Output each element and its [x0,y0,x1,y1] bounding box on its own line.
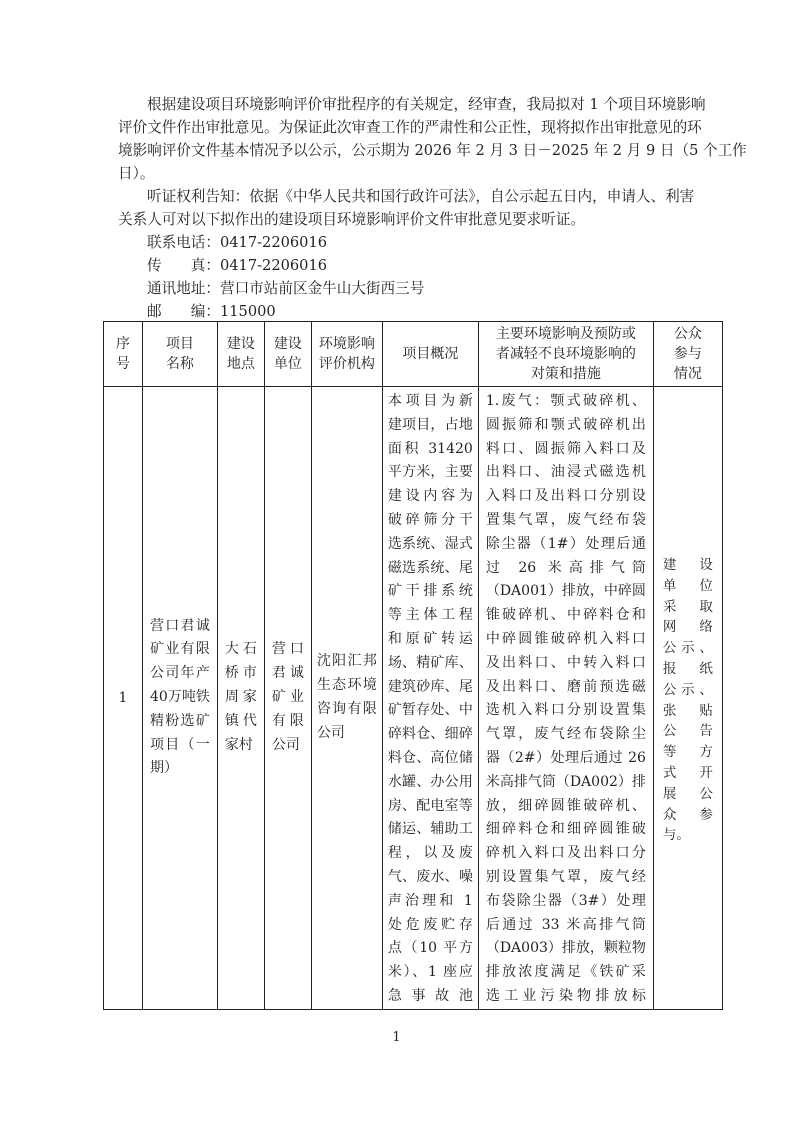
text-line: 圆振筛和颚式破碎机出 [485,416,646,433]
text-line: 矿业 [271,688,304,705]
text-line: 40万吨铁 [150,688,210,705]
text-line: 营口君诚 [150,617,210,634]
header-text: 对策和措施 [530,366,601,382]
table-header-row [104,322,723,387]
cell-assessment-agency [311,387,382,1010]
header-text: 地点 [226,356,255,372]
text-line: 建筑砂库、尾 [387,678,473,695]
text-line: 张贴 [662,702,713,719]
text-line: 传 真：0417-2206016 [147,257,328,274]
header-text: 单位 [273,356,302,372]
text-line: 房、配电室等 [387,797,473,814]
text-line: 君诚 [271,665,304,682]
text-line: 细碎料仓和细碎圆锥破 [485,821,646,838]
cell-project-name [143,387,218,1010]
text-line: 网络 [662,619,713,636]
cell-environmental-measures [478,387,653,1010]
text-line: 等主体工程 [387,607,473,624]
text-line: 精粉选矿 [150,712,210,729]
text-line: 排放浓度满足《铁矿采 [485,964,646,981]
text-line: 与。 [662,827,690,844]
text-line: 矿业有限 [150,641,210,658]
text-line: 报纸 [662,660,713,677]
text-line: 家村 [224,736,253,753]
cell-index: 1 [104,387,143,1010]
text-line: 米）、1 座应 [387,964,473,981]
cell-public-participation [653,387,722,1010]
text-line: 通讯地址：营口市站前区金牛山大街西三号 [147,280,425,297]
text-line: 锥破碎机、中碎料仓和 [485,607,646,624]
text-line: 沈阳汇邦 [316,653,377,670]
text-line: 水罐、办公用 [387,773,473,790]
text-line: 破碎筛分干 [387,511,473,528]
table-row [104,387,723,1010]
text-line: 出料口、油浸式磁选机 [485,464,646,481]
text-line: 式开 [662,764,713,781]
text-line: 项目（一 [150,736,210,753]
text-line: 选系统、湿式 [387,535,473,552]
header-text: 项目 [165,336,194,352]
text-line: 气罩，废气经布袋除尘 [485,726,646,743]
text-line: 桥市 [224,665,257,682]
text-line: 评价文件作出审批意见。为保证此次审查工作的严肃性和公正性，现将拟作出审批意见的环 [118,119,702,136]
text-line: 平方米，主要 [387,464,473,481]
table-header-cell [653,322,722,387]
text-line: 米高排气筒（DA002）排 [485,773,646,790]
hearing-rights-paragraph [118,185,695,231]
text-line: 入料口及出料口分别设 [485,488,646,505]
header-text: 主要环境影响及预防或 [495,326,636,342]
header-text: 者减轻不良环境影响的 [495,346,636,362]
text-line: 料仓、高位储 [387,749,473,766]
text-line: 邮 编：115000 [147,303,276,320]
text-line: 后通过 33 米高排气筒 [485,916,646,933]
text-line: 等方 [662,744,713,761]
text-line: 和原矿转运 [387,630,473,647]
table-header-cell [382,322,478,387]
text-line: 有限 [271,712,304,729]
text-line: 矿干排系统 [387,583,473,600]
header-text: 公众 [673,326,702,342]
text-line: 别设置集气罩，废气经 [485,868,646,885]
header-text: 环境影响 [318,336,375,352]
project-table [103,321,723,1010]
text-line: 联系电话：0417-2206016 [147,234,328,251]
text-line: 咨询有限 [316,700,377,717]
text-line: 声治理和 1 [387,892,473,909]
table-header-cell [143,322,218,387]
contact-info [118,231,678,323]
text-line: 日）。 [118,165,155,182]
text-line: 中碎圆锥破碎机入料口 [485,630,646,647]
header-text: 项目概况 [402,346,459,362]
text-line: 关系人可对以下拟作出的建设项目环境影响评价文件审批意见要求听证。 [118,211,586,228]
table-header-cell [104,322,143,387]
text-line: 布袋除尘器（3#）处理 [485,892,646,909]
text-line: 公司年产 [150,665,210,682]
text-line: 放，细碎圆锥破碎机、 [485,797,646,814]
cell-location [217,387,264,1010]
text-line: 公司 [271,736,300,753]
text-line: （DA003）排放，颗粒物 [485,940,646,957]
text-line: 及出料口、中转入料口 [485,654,646,671]
text-line: 公告 [662,723,713,740]
text-line: 1.废气：颚式破碎机、 [485,393,646,409]
text-line: 公示、 [662,681,713,698]
table-header-cell [311,322,382,387]
text-line: 选机入料口分别设置集 [485,702,646,719]
header-text: 评价机构 [318,356,375,372]
text-line: 生态环境 [316,677,377,694]
text-line: 众参 [662,806,713,823]
text-line: 大石 [224,641,257,658]
text-line: 采取 [662,598,713,615]
text-line: 器（2#）处理后通过 26 [485,749,646,766]
page-number: 1 [392,1030,401,1045]
header-text: 名称 [165,356,194,372]
header-text: 序 [116,336,130,352]
cell-construction-unit [264,387,311,1010]
header-text: 建设 [273,336,302,352]
text-line: 单位 [662,577,713,594]
header-text: 建设 [226,336,255,352]
text-line: 碎料仓、细碎 [387,726,473,743]
text-line: 储运、辅助工 [387,821,473,838]
text-line: 程，以及废 [387,845,473,862]
text-line: 碎机入料口及出料口分 [485,845,646,862]
text-line: 本项目为新 [387,393,473,409]
text-line: （DA001）排放，中碎圆 [485,583,646,600]
header-text: 参与 [673,346,702,362]
text-line: 听证权利告知：依据《中华人民共和国行政许可法》，自公示起五日内，申请人、利害 [147,188,695,205]
cell-project-overview [382,387,478,1010]
text-line: 点（10 平方 [387,940,473,957]
text-line: 场、精矿库、 [387,654,473,671]
intro-paragraph-1 [118,93,747,185]
text-line: 建项目，占地 [387,416,473,433]
text-line: 公示、 [662,640,713,657]
text-line: 磁选系统、尾 [387,559,473,576]
text-line: 矿暂存处、中 [387,702,473,719]
table-header-cell [478,322,653,387]
text-line: 处危废贮存 [387,916,473,933]
text-line: 营口 [271,641,304,658]
text-line: 急事故池 [387,987,473,1004]
text-line: 周家 [224,688,257,705]
text-line: 境影响评价文件基本情况予以公示，公示期为 2026 年 2 月 3 日－2025 年 2 月 9 日（5 个工作 [118,142,747,159]
text-line: 面积 31420 [387,440,473,457]
text-line: 料口、圆振筛入料口及 [485,440,646,457]
text-line: 根据建设项目环境影响评价审批程序的有关规定，经审查，我局拟对 1 个项目环境影响 [147,96,706,113]
text-line: 期） [150,760,178,777]
text-line: 选工业污染物排放标 [485,987,646,1004]
header-text: 情况 [673,366,702,382]
text-line: 及出料口、磨前预选磁 [485,678,646,695]
text-line: 公司 [316,724,345,741]
text-line: 建设内容为 [387,488,473,505]
text-line: 除尘器（1#）处理后通 [485,535,646,552]
text-line: 展公 [662,785,713,802]
table-header-cell [217,322,264,387]
text-line: 建设 [662,557,713,573]
text-line: 过 26 米高排气筒 [485,559,646,576]
header-text: 号 [116,356,130,372]
text-line: 置集气罩，废气经布袋 [485,511,646,528]
text-line: 镇代 [224,712,257,729]
text-line: 气、废水、噪 [387,868,473,885]
table-header-cell [264,322,311,387]
